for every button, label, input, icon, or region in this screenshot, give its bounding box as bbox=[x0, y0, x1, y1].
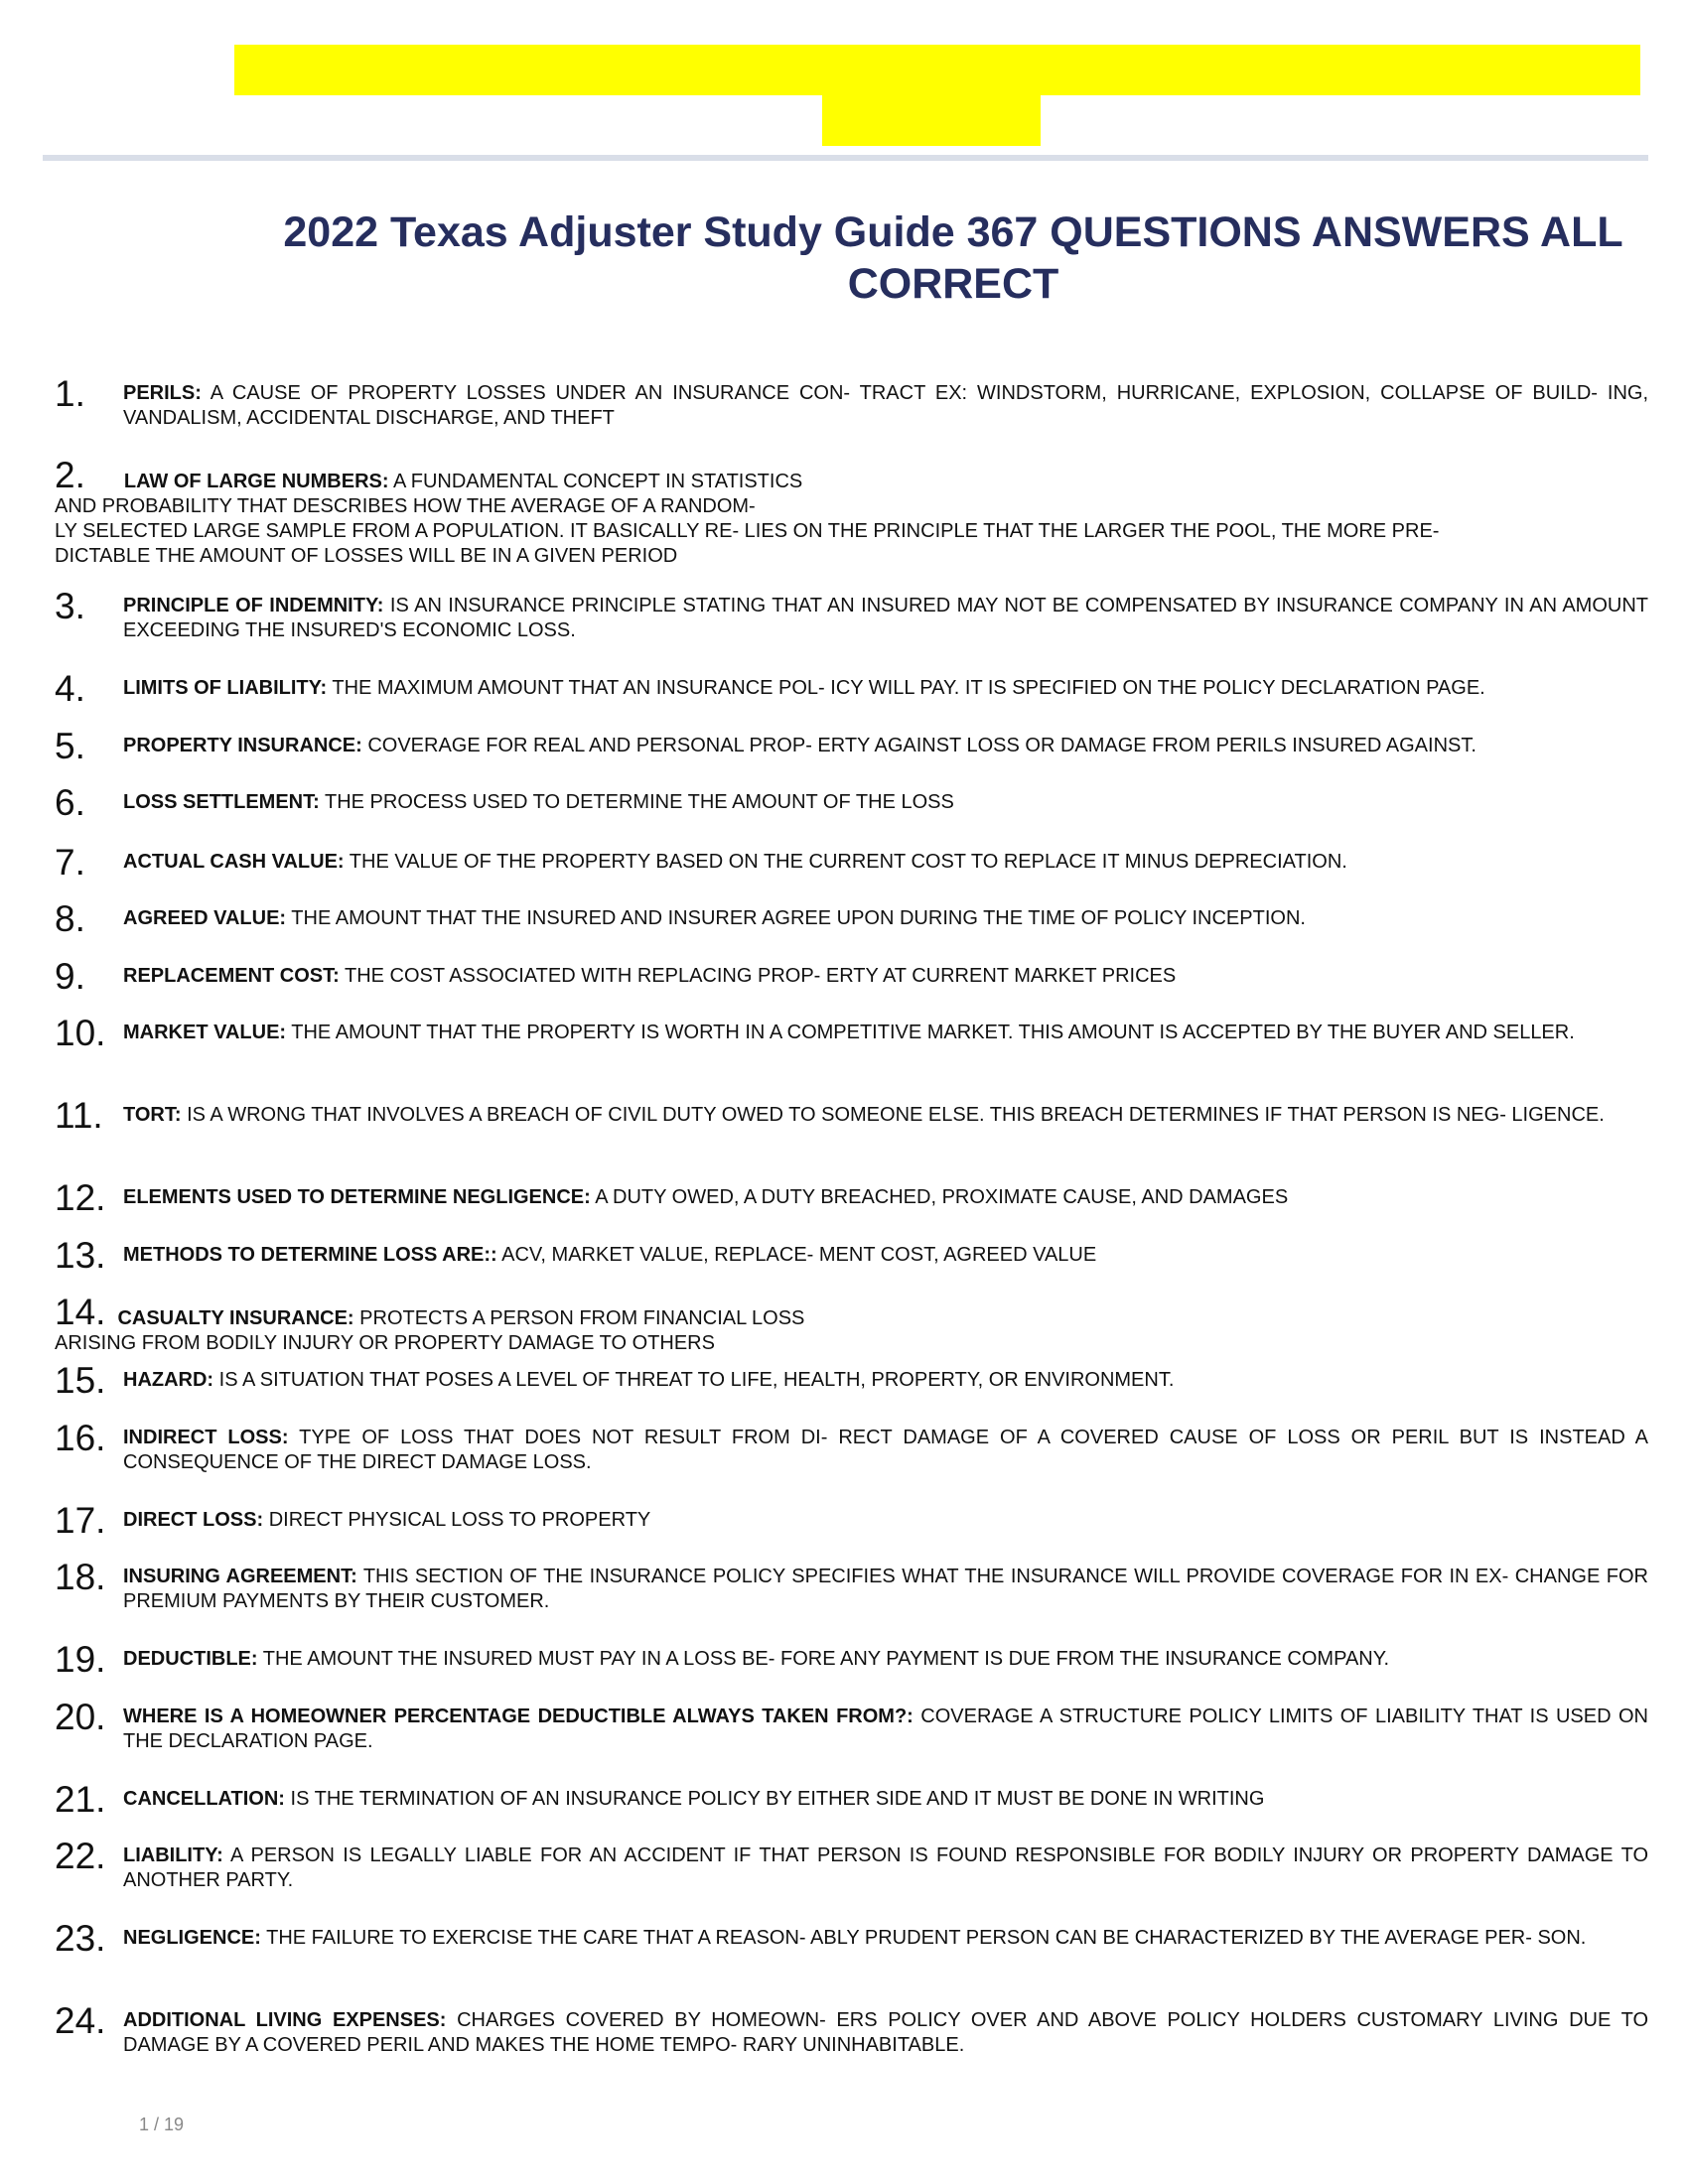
item-term: ACTUAL CASH VALUE: bbox=[123, 851, 345, 873]
item-term: LAW OF LARGE NUMBERS: bbox=[123, 471, 389, 492]
qa-item bbox=[55, 1095, 1648, 1136]
item-number: 3. bbox=[55, 586, 85, 626]
qa-item bbox=[55, 1557, 1648, 1612]
item-term: PRINCIPLE OF INDEMNITY: bbox=[123, 595, 384, 616]
item-number: 10. bbox=[55, 1013, 106, 1053]
item-term: CASUALTY INSURANCE: bbox=[117, 1307, 354, 1329]
item-definition: PROTECTS A PERSON FROM FINANCIAL LOSS bbox=[359, 1307, 805, 1329]
item-term: ADDITIONAL LIVING EXPENSES: bbox=[123, 2009, 447, 2031]
item-definition: THE FAILURE TO EXERCISE THE CARE THAT A REASON- ABLY PRUDENT PERSON CAN BE CHARACTERIZED BY THE AVERAGE PER- SON. bbox=[266, 1927, 1587, 1949]
item-term: CANCELLATION: bbox=[123, 1788, 285, 1810]
item-number: 4. bbox=[55, 668, 85, 709]
qa-item bbox=[55, 1779, 1648, 1820]
item-definition: THE AMOUNT THAT THE INSURED AND INSURER AGREE UPON DURING THE TIME OF POLICY INCEPTION. bbox=[291, 907, 1306, 929]
item-definition: IS AN INSURANCE PRINCIPLE STATING THAT AN INSURED MAY NOT BE COMPENSATED BY INSURANCE COMPANY IN AN AMOUNT EXCEEDING THE INSURED'S ECONOMIC LOSS. bbox=[123, 595, 1648, 641]
item-number: 6. bbox=[55, 782, 85, 823]
item-definition: THE COST ASSOCIATED WITH REPLACING PROP- ERTY AT CURRENT MARKET PRICES bbox=[345, 965, 1177, 987]
header-divider bbox=[43, 155, 1648, 161]
qa-item bbox=[55, 782, 1648, 823]
item-number: 24. bbox=[55, 2000, 106, 2041]
item-number: 16. bbox=[55, 1418, 106, 1458]
item-number: 18. bbox=[55, 1557, 106, 1597]
item-term: PERILS: bbox=[123, 382, 202, 404]
item-number: 9. bbox=[55, 956, 85, 997]
qa-item bbox=[55, 1292, 1648, 1356]
item-definition: COVERAGE FOR REAL AND PERSONAL PROP- ERTY AGAINST LOSS OR DAMAGE FROM PERILS INSURED AGAINST. bbox=[367, 735, 1477, 756]
item-continuation: DICTABLE THE AMOUNT OF LOSSES WILL BE IN A GIVEN PERIOD bbox=[55, 545, 678, 567]
qa-item bbox=[55, 586, 1648, 641]
qa-item bbox=[55, 1918, 1648, 1959]
item-definition: COVERAGE A STRUCTURE POLICY LIMITS OF LIABILITY THAT IS USED ON THE DECLARATION PAGE. bbox=[123, 1706, 1648, 1752]
item-number: 7. bbox=[55, 842, 85, 883]
item-number: 23. bbox=[55, 1918, 106, 1959]
qa-item bbox=[55, 2000, 1649, 2056]
item-definition: THE VALUE OF THE PROPERTY BASED ON THE CURRENT COST TO REPLACE IT MINUS DEPRECIATION. bbox=[349, 851, 1347, 873]
redaction-bar-middle bbox=[822, 94, 1041, 146]
qa-item bbox=[55, 373, 1648, 429]
item-term: NEGLIGENCE: bbox=[123, 1927, 261, 1949]
qa-item bbox=[55, 1013, 1648, 1053]
item-term: INSURING AGREEMENT: bbox=[123, 1566, 357, 1587]
item-number: 5. bbox=[55, 726, 85, 766]
qa-item bbox=[55, 842, 1648, 883]
qa-item bbox=[55, 1639, 1648, 1680]
item-term: MARKET VALUE: bbox=[123, 1022, 287, 1043]
item-number: 14. bbox=[55, 1292, 106, 1332]
item-term: REPLACEMENT COST: bbox=[123, 965, 340, 987]
redaction-bar-top bbox=[234, 45, 1640, 95]
item-term: WHERE IS A HOMEOWNER PERCENTAGE DEDUCTIBLE ALWAYS TAKEN FROM?: bbox=[123, 1706, 914, 1727]
item-continuation: AND PROBABILITY THAT DESCRIBES HOW THE AVERAGE OF A RANDOM- bbox=[55, 495, 756, 517]
qa-item bbox=[55, 898, 1648, 939]
item-term: TORT: bbox=[123, 1104, 182, 1126]
item-number: 15. bbox=[55, 1360, 106, 1401]
item-number: 1. bbox=[55, 373, 85, 414]
qa-item bbox=[55, 1697, 1648, 1752]
qa-item bbox=[55, 726, 1648, 766]
item-term: METHODS TO DETERMINE LOSS ARE:: bbox=[123, 1244, 497, 1266]
item-definition: THE AMOUNT THE INSURED MUST PAY IN A LOSS BE- FORE ANY PAYMENT IS DUE FROM THE INSURANCE COMPANY. bbox=[262, 1648, 1390, 1670]
document-title: 2022 Texas Adjuster Study Guide 367 QUESTIONS ANSWERS ALL CORRECT bbox=[283, 208, 1623, 308]
item-continuation: ARISING FROM BODILY INJURY OR PROPERTY DAMAGE TO OTHERS bbox=[55, 1332, 715, 1354]
item-definition: ACV, MARKET VALUE, REPLACE- MENT COST, AGREED VALUE bbox=[501, 1244, 1097, 1266]
item-number: 8. bbox=[55, 898, 85, 939]
item-term: DIRECT LOSS: bbox=[123, 1509, 264, 1531]
item-number: 22. bbox=[55, 1836, 106, 1876]
qa-item bbox=[55, 455, 1648, 569]
item-term: LIABILITY: bbox=[123, 1844, 223, 1866]
item-term: LOSS SETTLEMENT: bbox=[123, 791, 320, 813]
item-definition: A DUTY OWED, A DUTY BREACHED, PROXIMATE CAUSE, AND DAMAGES bbox=[595, 1186, 1289, 1208]
item-continuation: LY SELECTED LARGE SAMPLE FROM A POPULATION. IT BASICALLY RE- LIES ON THE PRINCIPLE THAT THE LARGER THE POOL, THE MORE PRE- bbox=[55, 520, 1440, 542]
qa-item bbox=[55, 1836, 1649, 1891]
item-definition: THE PROCESS USED TO DETERMINE THE AMOUNT OF THE LOSS bbox=[325, 791, 954, 813]
item-definition: IS THE TERMINATION OF AN INSURANCE POLICY BY EITHER SIDE AND IT MUST BE DONE IN WRITING bbox=[290, 1788, 1265, 1810]
qa-item bbox=[55, 1418, 1648, 1473]
item-number: 19. bbox=[55, 1639, 106, 1680]
qa-item bbox=[55, 668, 1648, 709]
item-definition: A FUNDAMENTAL CONCEPT IN STATISTICS bbox=[392, 471, 803, 492]
item-number: 2. bbox=[55, 455, 85, 495]
item-definition: TYPE OF LOSS THAT DOES NOT RESULT FROM DI- RECT DAMAGE OF A COVERED CAUSE OF LOSS OR PERIL BUT IS INSTEAD A CONSEQUENCE OF THE DIRECT DAMAGE LOSS. bbox=[123, 1427, 1648, 1473]
item-term: DEDUCTIBLE: bbox=[123, 1648, 258, 1670]
item-term: PROPERTY INSURANCE: bbox=[123, 735, 362, 756]
item-definition: IS A SITUATION THAT POSES A LEVEL OF THREAT TO LIFE, HEALTH, PROPERTY, OR ENVIRONMENT. bbox=[218, 1369, 1175, 1391]
item-number: 11. bbox=[55, 1095, 103, 1136]
item-definition: CHARGES COVERED BY HOMEOWN- ERS POLICY OVER AND ABOVE POLICY HOLDERS CUSTOMARY LIVING DUE TO DAMAGE BY A COVERED PERIL AND MAKES THE HOME TEMPO- RARY UNINHABITABLE. bbox=[123, 2009, 1649, 2056]
item-definition: A CAUSE OF PROPERTY LOSSES UNDER AN INSURANCE CON- TRACT EX: WINDSTORM, HURRICANE, EXPLOSION, COLLAPSE OF BUILD- ING, VANDALISM, ACCIDENTAL DISCHARGE, AND THEFT bbox=[123, 382, 1648, 429]
item-term: HAZARD: bbox=[123, 1369, 214, 1391]
item-number: 20. bbox=[55, 1697, 106, 1737]
item-definition: THIS SECTION OF THE INSURANCE POLICY SPECIFIES WHAT THE INSURANCE WILL PROVIDE COVERAGE FOR IN EX- CHANGE FOR PREMIUM PAYMENTS BY THEIR CUSTOMER. bbox=[123, 1566, 1648, 1612]
item-term: INDIRECT LOSS: bbox=[123, 1427, 289, 1448]
qa-item bbox=[55, 1235, 1648, 1276]
item-number: 17. bbox=[55, 1500, 106, 1541]
qa-item bbox=[55, 1360, 1648, 1401]
item-definition: DIRECT PHYSICAL LOSS TO PROPERTY bbox=[268, 1509, 651, 1531]
item-definition: THE AMOUNT THAT THE PROPERTY IS WORTH IN A COMPETITIVE MARKET. THIS AMOUNT IS ACCEPTED BY THE BUYER AND SELLER. bbox=[291, 1022, 1575, 1043]
item-term: ELEMENTS USED TO DETERMINE NEGLIGENCE: bbox=[123, 1186, 591, 1208]
item-number: 12. bbox=[55, 1177, 106, 1218]
item-definition: A PERSON IS LEGALLY LIABLE FOR AN ACCIDENT IF THAT PERSON IS FOUND RESPONSIBLE FOR BODILY INJURY OR PROPERTY DAMAGE TO ANOTHER PARTY. bbox=[123, 1844, 1649, 1891]
item-number: 13. bbox=[55, 1235, 106, 1276]
item-definition: THE MAXIMUM AMOUNT THAT AN INSURANCE POL- ICY WILL PAY. IT IS SPECIFIED ON THE POLICY DECLARATION PAGE. bbox=[332, 677, 1485, 699]
item-term: AGREED VALUE: bbox=[123, 907, 287, 929]
item-definition: IS A WRONG THAT INVOLVES A BREACH OF CIVIL DUTY OWED TO SOMEONE ELSE. THIS BREACH DETERMINES IF THAT PERSON IS NEG- LIGENCE. bbox=[187, 1104, 1605, 1126]
qa-item bbox=[55, 956, 1648, 997]
item-term: LIMITS OF LIABILITY: bbox=[123, 677, 328, 699]
qa-item bbox=[55, 1177, 1648, 1218]
qa-item bbox=[55, 1500, 1648, 1541]
page-indicator: 1 / 19 bbox=[139, 2115, 185, 2134]
item-number: 21. bbox=[55, 1779, 106, 1820]
